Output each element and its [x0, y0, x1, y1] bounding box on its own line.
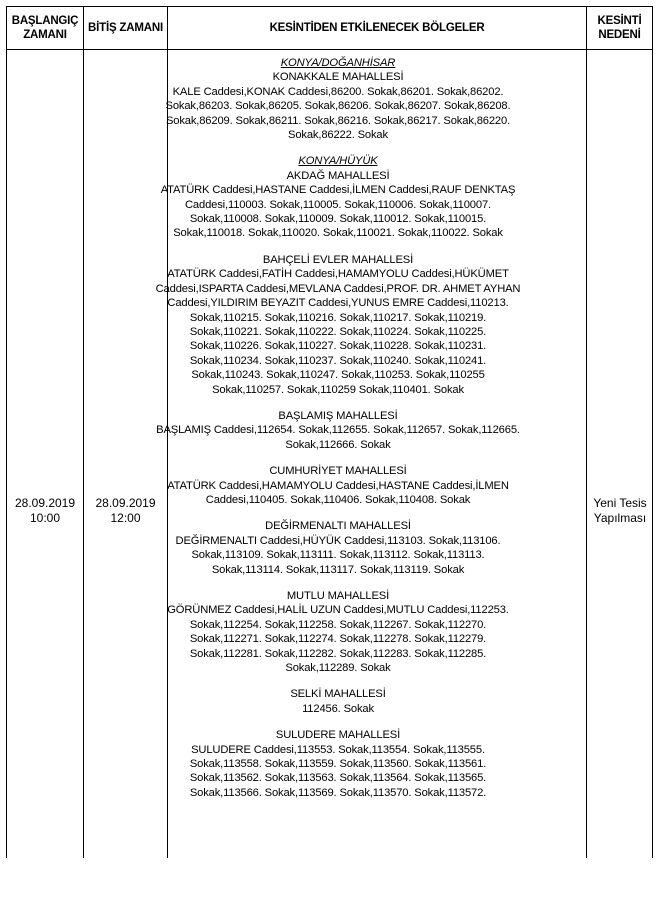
region-group-doganhisar — [91, 56, 585, 142]
start-time: 10:00 — [29, 510, 61, 525]
street-line: Sokak,110008. Sokak,110009. Sokak,110012. Sokak,110015. — [189, 213, 487, 226]
street-line: Sokak,113562. Sokak,113563. Sokak,113564. Sokak,113565. — [189, 772, 487, 785]
city-heading: KONYA/HÜYÜK — [298, 155, 378, 168]
header-start-time: BAŞLANGIÇ ZAMANI — [11, 15, 79, 41]
street-line: ATATÜRK Caddesi,HAMAMYOLU Caddesi,HASTANE Caddesi,İLMEN — [167, 479, 509, 492]
neighborhood-akdag — [91, 154, 585, 240]
street-line: Sokak,110226. Sokak,110227. Sokak,110228. Sokak,110231. — [189, 340, 487, 353]
neighborhood-name: BAHÇELİ EVLER MAHALLESİ — [262, 253, 414, 266]
street-line: SULUDERE Caddesi,113553. Sokak,113554. Sokak,113555. — [191, 743, 485, 756]
street-line: Sokak,112271. Sokak,112274. Sokak,112278. Sokak,112279. — [189, 633, 487, 646]
neighborhood-name: SELKİ MAHALLESİ — [290, 688, 386, 701]
neighborhood-name: KONAKKALE MAHALLESİ — [272, 71, 404, 84]
neighborhood-name: DEĞİRMENALTI MAHALLESİ — [265, 520, 411, 533]
street-line: DEĞİRMENALTI Caddesi,HÜYÜK Caddesi,113103. Sokak,113106. — [175, 534, 501, 547]
start-time-cell — [7, 496, 83, 525]
neighborhood-degirmenalti — [91, 519, 585, 577]
neighborhood-bahceli-evler — [91, 253, 585, 397]
street-line: Sokak,112289. Sokak — [285, 662, 391, 675]
outage-table — [6, 6, 653, 858]
end-date: 28.09.2019 — [95, 496, 156, 510]
street-line: Sokak,112666. Sokak — [285, 438, 391, 451]
street-line: Sokak,113558. Sokak,113559. Sokak,113560. Sokak,113561. — [189, 758, 487, 771]
neighborhood-cumhuriyet — [91, 464, 585, 507]
neighborhood-mutlu — [91, 589, 585, 675]
neighborhood-name: MUTLU MAHALLESİ — [286, 590, 390, 602]
neighborhood-selki — [91, 687, 585, 716]
header-end-time: BİTİŞ ZAMANI — [88, 22, 163, 34]
street-line: KALE Caddesi,KONAK Caddesi,86200. Sokak,86201. Sokak,86202. — [172, 85, 504, 98]
street-line: Sokak,86222. Sokak — [288, 129, 388, 142]
neighborhood-name: BAŞLAMIŞ MAHALLESİ — [278, 409, 398, 422]
neighborhood-baslamis — [91, 409, 585, 452]
street-line: Sokak,113109. Sokak,113111. Sokak,113112. Sokak,113113. — [191, 549, 485, 562]
street-line: Sokak,112254. Sokak,112258. Sokak,112267. Sokak,112270. — [189, 618, 487, 631]
street-line: Sokak,110018. Sokak,110020. Sokak,110021. Sokak,110022. Sokak — [173, 227, 503, 240]
neighborhood-name: AKDAĞ MAHALLESİ — [286, 169, 390, 182]
street-line: Sokak,86209. Sokak,86211. Sokak,86216. Sokak,86217. Sokak,86220. — [165, 114, 511, 127]
street-line: Sokak,112281. Sokak,112282. Sokak,112283. Sokak,112285. — [189, 647, 487, 660]
street-line: Caddesi,YILDIRIM BEYAZIT Caddesi,YUNUS EMRE Caddesi,110213. — [167, 297, 509, 310]
street-line: Caddesi,ISPARTA Caddesi,MEVLANA Caddesi,PROF. DR. AHMET AYHAN — [155, 282, 521, 295]
header-divider — [7, 49, 652, 50]
neighborhood-name: CUMHURİYET MAHALLESİ — [269, 465, 407, 478]
street-line: BAŞLAMIŞ Caddesi,112654. Sokak,112655. Sokak,112657. Sokak,112665. — [156, 424, 520, 437]
street-line: GÖRÜNMEZ Caddesi,HALİL UZUN Caddesi,MUTLU Caddesi,112253. — [167, 604, 509, 617]
street-line: Sokak,110215. Sokak,110216. Sokak,110217. Sokak,110219. — [189, 311, 487, 324]
column-divider — [83, 7, 84, 858]
street-line: 112456. Sokak — [302, 702, 374, 715]
street-line: Sokak,110243. Sokak,110247. Sokak,110253. Sokak,110255 — [191, 369, 485, 382]
column-divider — [586, 7, 587, 858]
header-outage-reason: KESİNTİ NEDENİ — [597, 15, 642, 41]
street-line: Sokak,113114. Sokak,113117. Sokak,113119. Sokak — [211, 563, 465, 576]
street-line: Caddesi,110405. Sokak,110406. Sokak,110408. Sokak — [205, 493, 471, 506]
street-line: ATATÜRK Caddesi,FATİH Caddesi,HAMAMYOLU Caddesi,HÜKÜMET — [167, 268, 509, 281]
start-date: 28.09.2019 — [14, 496, 76, 510]
outage-reason: Yeni Tesis Yapılması — [593, 496, 647, 525]
street-line: Sokak,110234. Sokak,110237. Sokak,110240. Sokak,110241. — [189, 354, 487, 367]
end-time: 12:00 — [110, 510, 141, 525]
city-heading: KONYA/DOĞANHİSAR — [280, 57, 396, 69]
street-line: Sokak,110257. Sokak,110259 Sokak,110401. Sokak — [212, 383, 464, 396]
street-line: Sokak,110221. Sokak,110222. Sokak,110224. Sokak,110225. — [189, 325, 487, 338]
affected-regions-cell — [91, 56, 585, 800]
neighborhood-name: SULUDERE MAHALLESİ — [275, 729, 401, 742]
street-line: Caddesi,110003. Sokak,110005. Sokak,110006. Sokak,110007. — [185, 198, 491, 211]
header-affected-regions: KESİNTİDEN ETKİLENECEK BÖLGELER — [269, 22, 485, 34]
street-line: Sokak,86203. Sokak,86205. Sokak,86206. Sokak,86207. Sokak,86208. — [165, 100, 511, 113]
street-line: ATATÜRK Caddesi,HASTANE Caddesi,İLMEN Caddesi,RAUF DENKTAŞ — [160, 184, 516, 197]
street-line: Sokak,113566. Sokak,113569. Sokak,113570. Sokak,113572. — [189, 786, 487, 799]
neighborhood-suludere — [91, 728, 585, 800]
